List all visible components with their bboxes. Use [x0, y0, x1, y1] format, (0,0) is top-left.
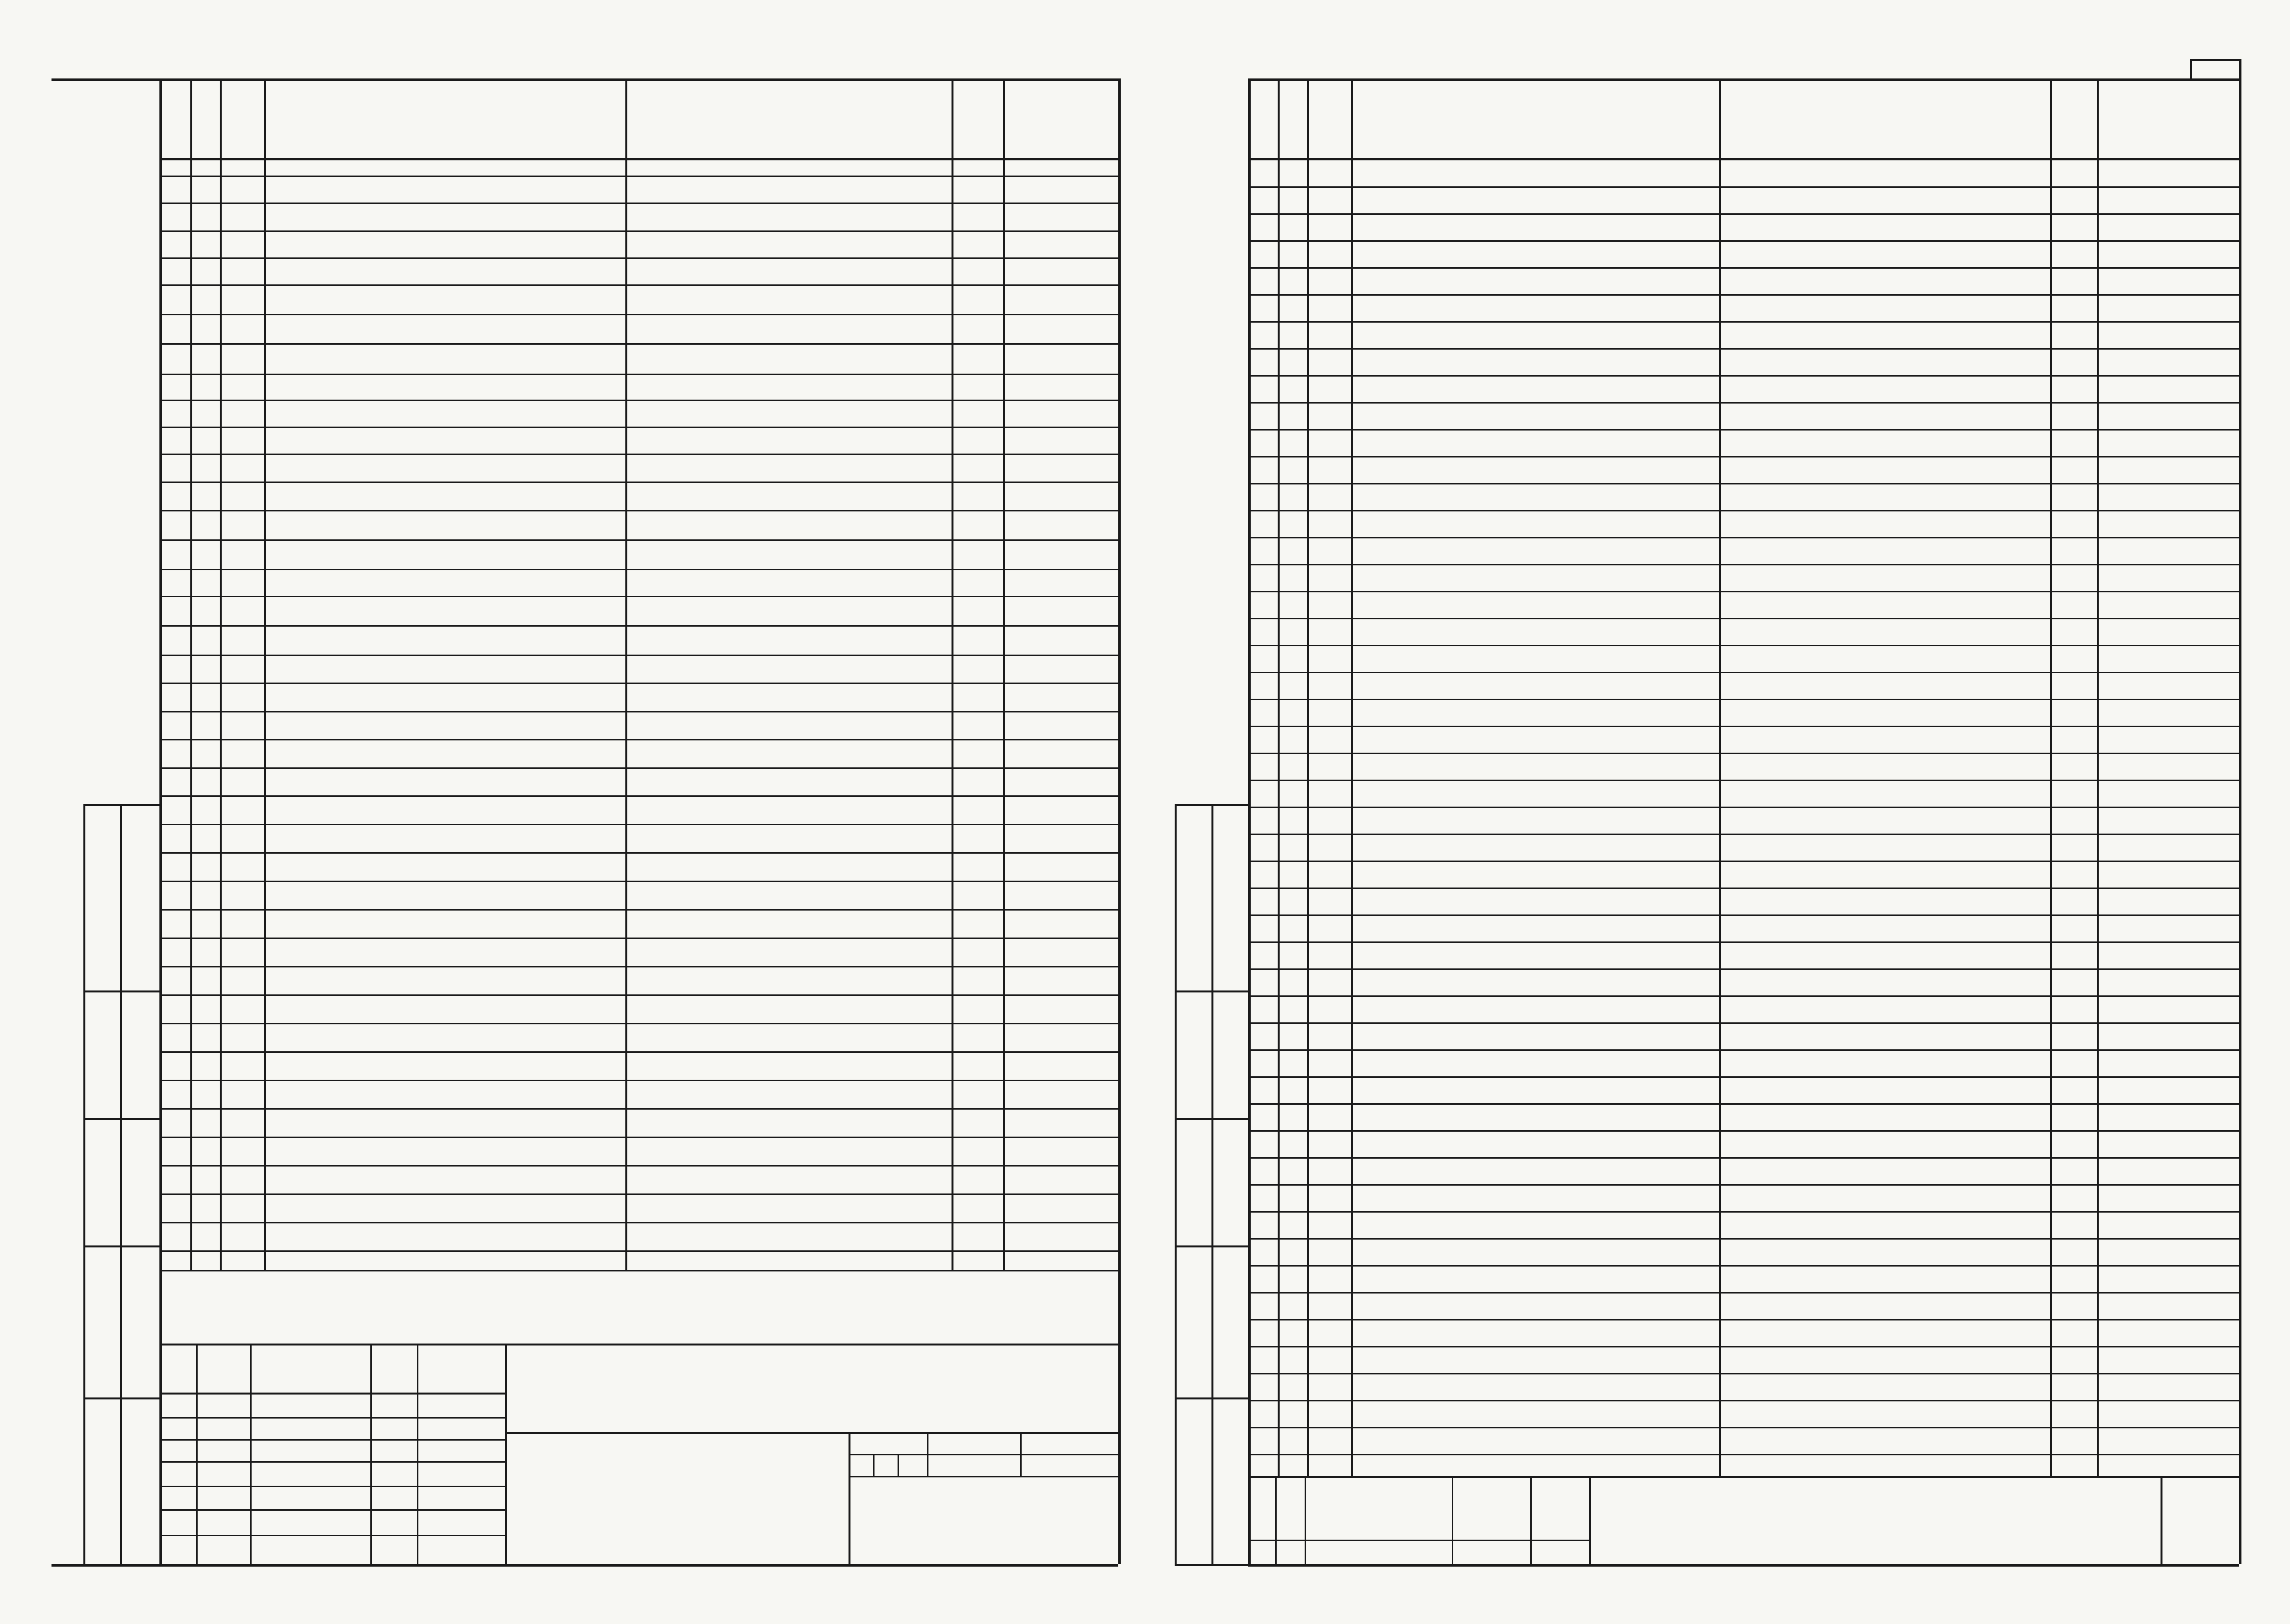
row-line — [1248, 1427, 2239, 1428]
stamp-line — [159, 1509, 505, 1511]
row-line — [1248, 510, 2239, 511]
row-line — [1248, 1292, 2239, 1294]
side-strip-line — [83, 1397, 159, 1399]
side-strip-line — [1175, 1118, 1248, 1120]
stamp-line — [1248, 1540, 1589, 1541]
row-line — [1248, 1346, 2239, 1347]
row-line — [159, 1080, 1118, 1081]
row-line — [1248, 375, 2239, 377]
row-line — [1248, 834, 2239, 835]
row-line — [159, 852, 1118, 854]
row-line — [1248, 807, 2239, 808]
side-strip-line — [83, 1118, 159, 1120]
row-line — [159, 1165, 1118, 1167]
stamp-line — [159, 1486, 505, 1487]
stamp-line — [1248, 1476, 2239, 1478]
row-line — [1248, 1454, 2239, 1455]
row-line — [159, 795, 1118, 797]
stamp-line — [1305, 1476, 1306, 1564]
stamp-line — [849, 1432, 850, 1564]
sheet-border-left — [1248, 78, 1251, 1564]
stamp-line — [250, 1344, 252, 1564]
row-line — [159, 938, 1118, 939]
row-line — [159, 625, 1118, 627]
row-line — [1248, 294, 2239, 296]
sheet-border-top — [51, 78, 1118, 81]
row-line — [1248, 1373, 2239, 1374]
row-line — [159, 176, 1118, 177]
row-line — [1248, 564, 2239, 565]
side-strip-line — [83, 1564, 159, 1566]
row-line — [1248, 348, 2239, 350]
side-strip-line — [1175, 804, 1177, 1564]
row-line — [159, 510, 1118, 511]
row-line — [1248, 1319, 2239, 1320]
row-line — [159, 1108, 1118, 1110]
stamp-line — [159, 1535, 505, 1536]
stamp-line — [159, 1344, 1118, 1345]
row-line — [1248, 861, 2239, 862]
row-line — [1248, 429, 2239, 431]
row-line — [1248, 456, 2239, 457]
sheet-border-bottom — [1248, 1564, 2239, 1567]
row-line — [1248, 591, 2239, 592]
row-line — [159, 1250, 1118, 1252]
stamp-line — [1530, 1476, 1532, 1564]
page-no-box — [2190, 59, 2239, 61]
row-line — [1248, 267, 2239, 269]
row-line — [1248, 1130, 2239, 1132]
row-line — [1248, 1211, 2239, 1213]
row-line — [1248, 914, 2239, 916]
sheet-border-bottom — [51, 1564, 1118, 1567]
header-bottom-line — [159, 158, 1118, 160]
row-line — [159, 539, 1118, 541]
stamp-line — [849, 1454, 1118, 1455]
side-strip-line — [120, 804, 122, 1564]
row-line — [159, 374, 1118, 375]
side-strip-line — [1175, 1564, 1248, 1566]
row-line — [159, 1222, 1118, 1223]
row-line — [1248, 537, 2239, 538]
row-line — [1248, 1022, 2239, 1024]
row-line — [159, 343, 1118, 345]
side-strip-line — [1175, 1245, 1248, 1247]
row-line — [1248, 645, 2239, 646]
row-line — [1248, 1103, 2239, 1105]
row-line — [159, 257, 1118, 259]
stamp-line — [849, 1476, 1118, 1477]
side-strip-line — [1175, 804, 1248, 806]
row-line — [1248, 995, 2239, 997]
row-line — [159, 284, 1118, 286]
row-line — [159, 1051, 1118, 1053]
row-line — [159, 1023, 1118, 1024]
side-strip-line — [83, 1245, 159, 1247]
stamp-line — [159, 1393, 505, 1395]
stamp-line — [505, 1432, 1118, 1434]
stamp-line — [196, 1344, 198, 1564]
side-strip-line — [83, 804, 85, 1564]
row-line — [159, 427, 1118, 428]
row-line — [1248, 618, 2239, 619]
row-line — [1248, 1049, 2239, 1051]
row-line — [1248, 780, 2239, 781]
row-line — [159, 881, 1118, 882]
side-strip-line — [1175, 1397, 1248, 1399]
row-line — [159, 824, 1118, 825]
sheet-border-right — [2239, 59, 2241, 1564]
row-line — [1248, 699, 2239, 700]
row-line — [1248, 726, 2239, 727]
stamp-line — [898, 1454, 899, 1476]
stamp-line — [1020, 1432, 1022, 1476]
header-bottom-line — [1248, 158, 2239, 160]
stamp-line — [873, 1454, 875, 1476]
side-strip-line — [83, 804, 120, 806]
row-line — [1248, 240, 2239, 242]
row-line — [1248, 1265, 2239, 1267]
row-line — [159, 767, 1118, 769]
row-line — [1248, 753, 2239, 754]
row-line — [159, 683, 1118, 684]
stamp-line — [159, 1439, 505, 1441]
row-line — [159, 596, 1118, 597]
side-strip-line — [83, 990, 159, 992]
row-line — [159, 739, 1118, 740]
stamp-line — [159, 1417, 505, 1419]
row-line — [159, 454, 1118, 455]
row-line — [1248, 1184, 2239, 1186]
row-line — [1248, 213, 2239, 215]
row-line — [159, 655, 1118, 656]
row-line — [1248, 968, 2239, 970]
row-line — [1248, 1157, 2239, 1159]
row-line — [159, 482, 1118, 483]
row-line — [159, 994, 1118, 996]
stamp-line — [505, 1344, 507, 1564]
row-line — [1248, 941, 2239, 943]
stamp-line — [1452, 1476, 1453, 1564]
row-line — [159, 230, 1118, 232]
sheet-border-top — [1248, 78, 2239, 81]
row-line — [1248, 186, 2239, 188]
stamp-line — [927, 1432, 928, 1476]
row-line — [159, 1270, 1118, 1271]
stamp-line — [1275, 1476, 1277, 1564]
stamp-line — [370, 1344, 372, 1564]
row-line — [159, 569, 1118, 570]
stamp-line — [1589, 1476, 1591, 1564]
row-line — [1248, 1400, 2239, 1401]
row-line — [1248, 888, 2239, 889]
stamp-line — [2161, 1476, 2162, 1564]
row-line — [159, 711, 1118, 712]
row-line — [159, 314, 1118, 315]
row-line — [1248, 483, 2239, 484]
row-line — [159, 1137, 1118, 1138]
side-strip-line — [1175, 990, 1248, 992]
row-line — [159, 966, 1118, 967]
row-line — [1248, 672, 2239, 673]
sheet-border-right — [1118, 78, 1121, 1564]
row-line — [1248, 321, 2239, 323]
row-line — [159, 1193, 1118, 1195]
stamp-line — [159, 1461, 505, 1463]
row-line — [1248, 402, 2239, 404]
sheet-border-left — [159, 78, 162, 1564]
row-line — [159, 400, 1118, 401]
row-line — [1248, 1238, 2239, 1240]
stamp-line — [417, 1344, 418, 1564]
page-no-box — [2190, 59, 2192, 78]
row-line — [1248, 1076, 2239, 1078]
row-line — [159, 203, 1118, 204]
side-strip-line — [1211, 804, 1213, 1564]
row-line — [159, 909, 1118, 911]
